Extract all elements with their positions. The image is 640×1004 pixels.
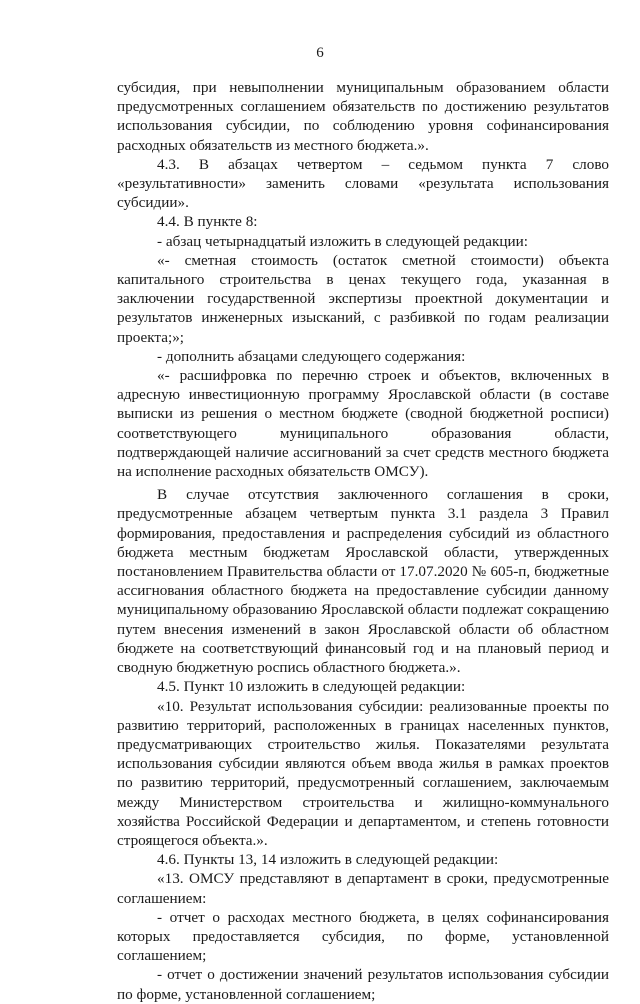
paragraph-p10: «10. Результат использования субсидии: реализованные проекты по развитию территорий, расположенных в границах населенных пунктов, предусматривающих строительство жилья. Показателями результата использования субсидии являются объем ввода жилья в рамках проектов по развитию территорий, предусмотренный соглашением, заключаемым между Министерством строительства и жилищно-коммунального хозяйства Российской Федерации и департаментом, и степень готовности строящегося объекта.». <box>117 697 609 849</box>
paragraph-p9: 4.5. Пункт 10 изложить в следующей редакции: <box>157 678 466 696</box>
paragraph-p4: - абзац четырнадцатый изложить в следующей редакции: <box>157 232 528 250</box>
paragraph-p12: «13. ОМСУ представляют в департамент в сроки, предусмотренные соглашением: <box>117 870 609 907</box>
paragraph-p5: «- сметная стоимость (остаток сметной стоимости) объекта капитального строительства в ценах текущего года, указанная в заключении государственной экспертизы проектной документации и результатов инженерных изысканий, с разбивкой по годам реализации проекта;»; <box>117 251 609 346</box>
paragraph-p8: В случае отсутствия заключенного соглашения в сроки, предусмотренные абзацем четвертым пункта 3.1 раздела 3 Правил формирования, предоставления и распределения субсидий из областного бюджета местным бюджетам Ярославской области, утвержденных постановлением Правительства области от 17.07.2020 № 605-п, бюджетные ассигнования областного бюджета на предоставление субсидии данному муниципальному образованию Ярославской области подлежат сокращению путем внесения изменений в закон Ярославской области об областном бюджете на соответствующий финансовый год и на плановый период и сводную бюджетную роспись областного бюджета.». <box>117 486 609 677</box>
page-number: 6 <box>316 45 324 61</box>
paragraph-p7: «- расшифровка по перечню строек и объектов, включенных в адресную инвестиционную программу Ярославской области (в составе выписки из решения о местном бюджете (сводной бюджетной росписи) соответствующего муниципального образования области, подтверждающей наличие ассигнований за счет средств местного бюджета на исполнение расходных обязательств ОМСУ). <box>117 367 609 481</box>
paragraph-p14: - отчет о достижении значений результатов использования субсидии по форме, установленной соглашением; <box>117 966 609 1003</box>
paragraph-p11: 4.6. Пункты 13, 14 изложить в следующей редакции: <box>157 851 499 869</box>
document-body <box>117 78 609 1004</box>
paragraph-p1: субсидия, при невыполнении муниципальным образованием области предусмотренных соглашением обязательств по достижению результатов использования субсидии, по соблюдению уровня софинансирования расходных обязательств из местного бюджета.». <box>117 79 609 154</box>
paragraph-p13: - отчет о расходах местного бюджета, в целях софинансирования которых предоставляется субсидия, по форме, установленной соглашением; <box>117 908 609 965</box>
paragraph-p3: 4.4. В пункте 8: <box>157 213 258 231</box>
paragraph-p6: - дополнить абзацами следующего содержания: <box>157 347 466 365</box>
paragraph-p2: 4.3. В абзацах четвертом – седьмом пункта 7 слово «результативности» заменить словами «результата использования субсидии». <box>117 155 609 212</box>
